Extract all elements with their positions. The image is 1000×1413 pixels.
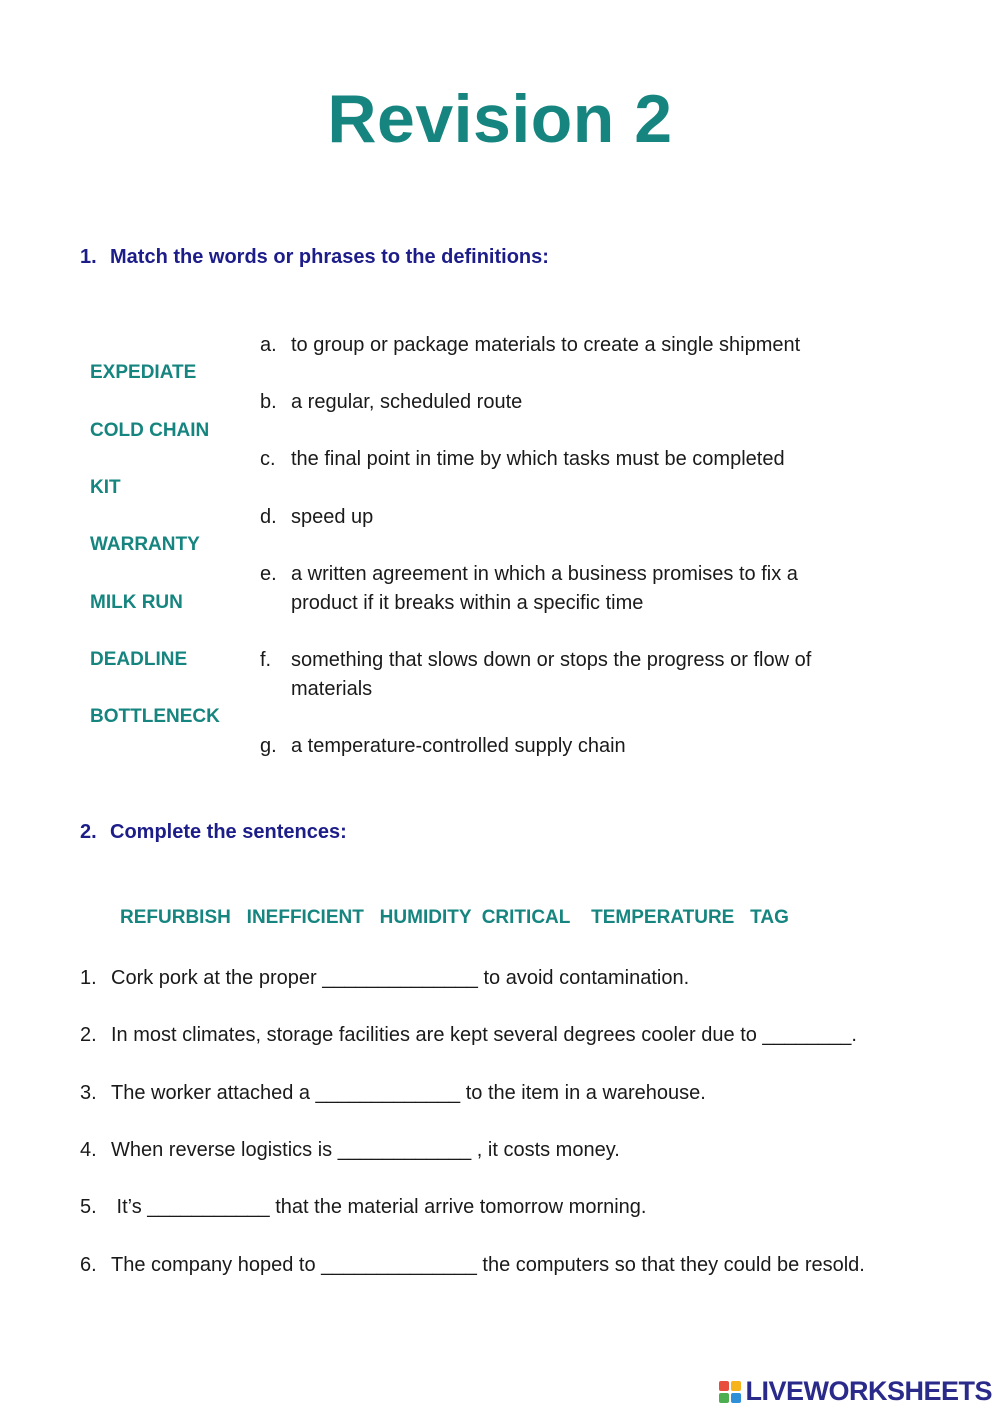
- liveworksheets-mark-icon: [719, 1381, 741, 1403]
- sentence-item[interactable]: [80, 1193, 920, 1222]
- sentence-item[interactable]: [80, 964, 920, 993]
- definition-text: the final point in time by which tasks must be completed: [291, 448, 785, 470]
- definition-item[interactable]: [260, 560, 860, 618]
- definition-text: a temperature-controlled supply chain: [291, 735, 626, 757]
- definition-item[interactable]: [260, 646, 870, 704]
- section1-number: 1.: [80, 246, 97, 268]
- section1-heading-text: Match the words or phrases to the definitions:: [110, 246, 549, 268]
- word-item[interactable]: EXPEDIATE: [90, 362, 197, 383]
- sentence-text: In most climates, storage facilities are kept several degrees cooler due to ________.: [111, 1024, 857, 1046]
- logo-square: [719, 1381, 729, 1391]
- definition-item[interactable]: [260, 331, 900, 360]
- definition-item[interactable]: [260, 388, 900, 417]
- page-title: Revision 2: [327, 81, 673, 157]
- sentence-text: When reverse logistics is ____________ , it costs money.: [111, 1139, 620, 1161]
- definition-text: a regular, scheduled route: [291, 391, 523, 413]
- definition-item[interactable]: [260, 445, 900, 474]
- sentence-number: 5.: [80, 1196, 97, 1218]
- sentence-number: 2.: [80, 1024, 97, 1046]
- liveworksheets-logo[interactable]: [719, 1376, 992, 1407]
- definition-letter: f.: [260, 649, 272, 671]
- word-item[interactable]: MILK RUN: [90, 592, 183, 613]
- definition-letter: g.: [260, 735, 277, 757]
- definition-text: something that slows down or stops the progress or flow of materials: [291, 649, 812, 700]
- word-item[interactable]: WARRANTY: [90, 534, 200, 555]
- section2-heading-text: Complete the sentences:: [110, 821, 347, 843]
- definition-text: a written agreement in which a business promises to fix a product if it breaks within a specific time: [291, 563, 798, 614]
- sentence-text: Cork pork at the proper ______________ to avoid contamination.: [111, 967, 690, 989]
- logo-square: [731, 1393, 741, 1403]
- definition-letter: a.: [260, 334, 277, 356]
- sentence-item[interactable]: [80, 1251, 870, 1280]
- definition-text: to group or package materials to create a single shipment: [291, 334, 801, 356]
- definition-item[interactable]: [260, 503, 900, 532]
- section1-heading: [80, 246, 549, 269]
- word-item[interactable]: COLD CHAIN: [90, 420, 210, 441]
- word-item[interactable]: KIT: [90, 477, 121, 498]
- definition-item[interactable]: [260, 732, 900, 761]
- section2-number: 2.: [80, 821, 97, 843]
- sentence-item[interactable]: [80, 1021, 920, 1050]
- sentence-text: The company hoped to ______________ the computers so that they could be resold.: [111, 1254, 865, 1276]
- definition-letter: c.: [260, 448, 276, 470]
- logo-square: [719, 1393, 729, 1403]
- sentence-item[interactable]: [80, 1079, 920, 1108]
- word-item[interactable]: BOTTLENECK: [90, 706, 220, 727]
- sentence-item[interactable]: [80, 1136, 920, 1165]
- word-item[interactable]: DEADLINE: [90, 649, 188, 670]
- definition-letter: d.: [260, 506, 277, 528]
- definition-letter: e.: [260, 563, 277, 585]
- definition-letter: b.: [260, 391, 277, 413]
- sentence-text: The worker attached a _____________ to the item in a warehouse.: [111, 1082, 706, 1104]
- sentence-number: 4.: [80, 1139, 97, 1161]
- sentence-number: 1.: [80, 967, 97, 989]
- definition-text: speed up: [291, 506, 374, 528]
- logo-square: [731, 1381, 741, 1391]
- word-bank: REFURBISH INEFFICIENT HUMIDITY CRITICAL TEMPERATURE TAG: [120, 907, 789, 928]
- section2-heading: [80, 821, 347, 844]
- logo-text: LIVEWORKSHEETS: [745, 1376, 992, 1406]
- sentence-text: It’s ___________ that the material arrive tomorrow morning.: [111, 1196, 647, 1218]
- sentence-number: 3.: [80, 1082, 97, 1104]
- sentence-number: 6.: [80, 1254, 97, 1276]
